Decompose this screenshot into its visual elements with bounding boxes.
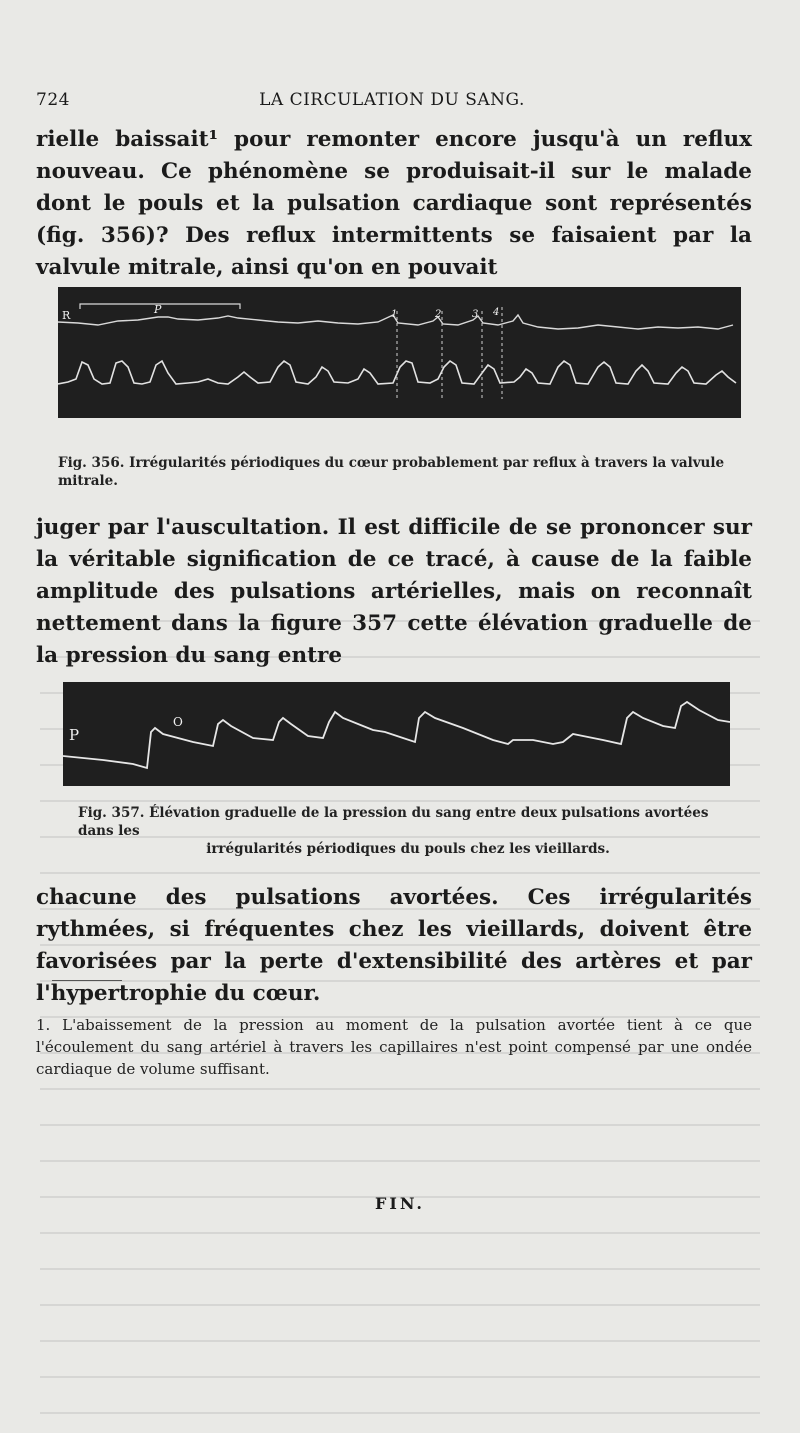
figure-357-label-p: P <box>69 726 80 744</box>
figure-356-label-1: 1 <box>391 309 398 320</box>
running-title: LA CIRCULATION DU SANG. <box>259 90 525 110</box>
page-number: 724 <box>36 90 70 110</box>
figure-356-caption: Fig. 356. Irrégularités périodiques du cœur probablement par reflux à travers la valvule mitrale. <box>58 455 725 489</box>
paragraph-2: juger par l'auscultation. Il est difficile de se prononcer sur la véritable signification de ce tracé, à cause de la faible amplitude des pulsations artérielles, mais on reconnaît nettement dans la figure 357 cette élévation graduelle de la pression du sang entre <box>36 515 752 668</box>
figure-357-trace <box>63 682 730 786</box>
figure-357-caption <box>78 804 738 858</box>
figure-356-label-3: 3 <box>472 309 479 320</box>
figure-357 <box>63 682 730 786</box>
figure-356-trace <box>58 287 741 418</box>
figure-356 <box>58 287 741 418</box>
paragraph-3: chacune des pulsations avortées. Ces irrégularités rythmées, si fréquentes chez les vieillards, doivent être favorisées par la perte d'extensibilité des artères et par l'hypertrophie du cœur. <box>36 885 752 1006</box>
footnote-rule <box>52 980 122 981</box>
footnote: 1. L'abaissement de la pression au moment de la pulsation avortée tient à ce que l'écoulement du sang artériel à travers les capillaires n'est point compensé par une ondée cardiaque de volume suffisant. <box>36 1016 752 1078</box>
figure-357-caption-line-2: irrégularités périodiques du pouls chez les vieillards. <box>206 841 610 857</box>
figure-356-label-4: 4 <box>493 307 500 318</box>
figure-356-label-r: R <box>62 309 71 322</box>
figure-356-label-2: 2 <box>435 309 442 320</box>
figure-356-label-p: P <box>154 303 162 316</box>
paragraph-1: rielle baissait¹ pour remonter encore jusqu'à un reflux nouveau. Ce phénomène se produisait-il sur le malade dont le pouls et la pulsation cardiaque sont représentés (fig. 356)? Des reflux intermittents se faisaient par la valvule mitrale, ainsi qu'on en pouvait <box>36 127 752 280</box>
end-mark: FIN. <box>374 1194 425 1213</box>
figure-357-caption-line-1: Fig. 357. Élévation graduelle de la pression du sang entre deux pulsations avortées dans les <box>78 805 709 839</box>
figure-357-label-o: O <box>173 715 183 729</box>
page-header <box>36 90 748 116</box>
